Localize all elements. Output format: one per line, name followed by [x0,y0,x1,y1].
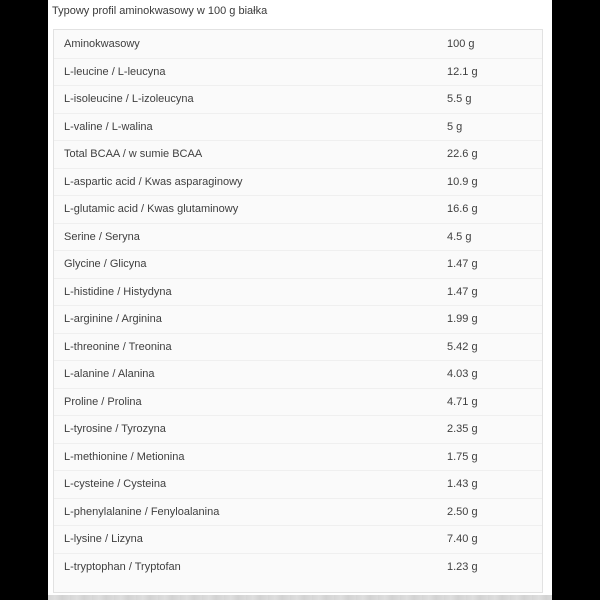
row-label: L-phenylalanine / Fenyloalanina [64,505,220,518]
row-label: L-tyrosine / Tyrozyna [64,423,166,436]
row-value: 10.9 g [447,175,478,188]
row-label: L-leucine / L-leucyna [64,65,166,78]
table-row [54,30,542,58]
table-row [54,333,542,361]
table-row [54,415,542,443]
row-value: 12.1 g [447,65,478,78]
row-value: 2.50 g [447,505,478,518]
table-row [54,360,542,388]
table-row [54,388,542,416]
table-row [54,278,542,306]
table-row [54,553,542,581]
row-label: L-lysine / Lizyna [64,533,143,546]
right-black-margin [552,0,600,600]
table-row [54,525,542,553]
table-row [54,498,542,526]
table-row [54,140,542,168]
row-label: L-histidine / Histydyna [64,285,172,298]
table-row [54,223,542,251]
content-area [48,0,552,600]
left-black-margin [0,0,48,600]
table-row [54,113,542,141]
row-value: 4.5 g [447,230,472,243]
row-label: L-tryptophan / Tryptofan [64,560,181,573]
row-label: L-cysteine / Cysteina [64,478,167,491]
row-label: L-arginine / Arginina [64,313,162,326]
row-label: L-aspartic acid / Kwas asparaginowy [64,175,243,188]
row-value: 1.47 g [447,258,478,271]
table-row [54,443,542,471]
row-value: 1.43 g [447,478,478,491]
row-label: Serine / Seryna [64,230,140,243]
table-row [54,195,542,223]
row-value: 1.99 g [447,313,478,326]
row-value: 16.6 g [447,203,478,216]
page-title: Typowy profil aminokwasowy w 100 g białka [52,5,268,17]
row-value: 5.42 g [447,340,478,353]
row-label: L-alanine / Alanina [64,368,155,381]
bottom-cutoff-strip [48,595,552,600]
row-label: Proline / Prolina [64,395,142,408]
amino-acid-profile-table [53,29,543,593]
row-label: L-isoleucine / L-izoleucyna [64,93,194,106]
row-value: 22.6 g [447,148,478,161]
row-value: 5 g [447,120,463,133]
row-value: 4.03 g [447,368,478,381]
table-row [54,168,542,196]
table-row [54,250,542,278]
row-value: 1.23 g [447,560,478,573]
row-label: Total BCAA / w sumie BCAA [64,148,203,161]
row-value: 5.5 g [447,93,472,106]
table-row [54,58,542,86]
row-value: 7.40 g [447,533,478,546]
row-label: Glycine / Glicyna [64,258,147,271]
row-label: L-methionine / Metionina [64,450,185,463]
row-value: 100 g [447,37,475,50]
row-label: L-threonine / Treonina [64,340,172,353]
row-value: 4.71 g [447,395,478,408]
row-label: L-valine / L-walina [64,120,153,133]
row-label: Aminokwasowy [64,37,140,50]
row-value: 1.47 g [447,285,478,298]
row-value: 2.35 g [447,423,478,436]
row-value: 1.75 g [447,450,478,463]
row-label: L-glutamic acid / Kwas glutaminowy [64,203,239,216]
table-row [54,305,542,333]
table-row [54,470,542,498]
table-row [54,85,542,113]
